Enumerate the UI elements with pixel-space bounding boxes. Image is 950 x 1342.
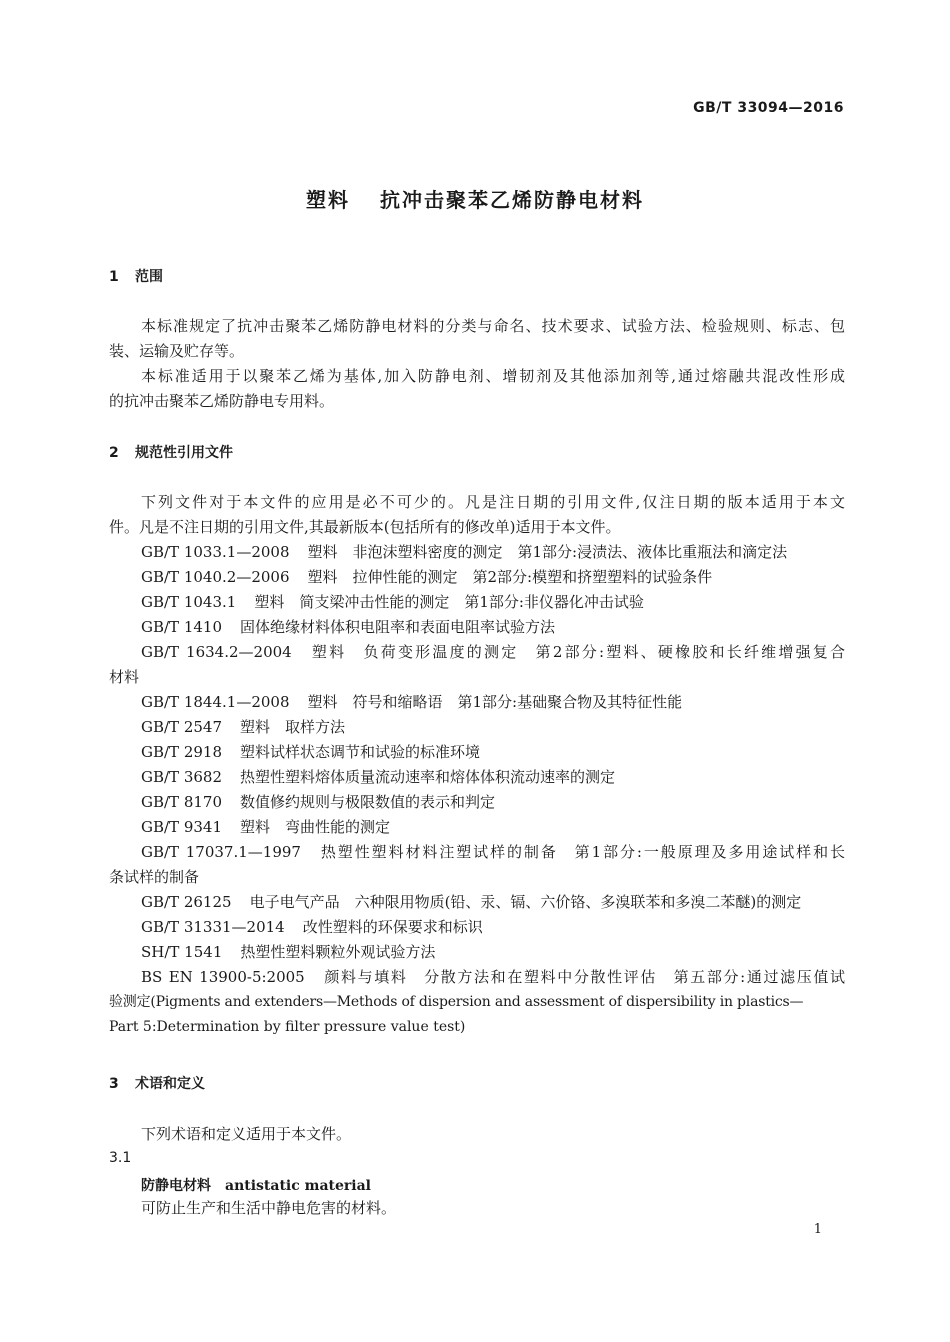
- reference-title: 热塑性塑料熔体质量流动速率和熔体体积流动速率的测定: [240, 768, 616, 786]
- reference-item: [141, 540, 845, 565]
- term-definition: 可防止生产和生活中静电危害的材料。: [141, 1199, 397, 1217]
- reference-item: [141, 790, 845, 815]
- reference-item: [141, 740, 845, 765]
- reference-continuation: Part 5:Determination by filter pressure value test): [109, 1019, 466, 1035]
- s1-paragraph-1-line-2: 装、运输及贮存等。: [109, 342, 245, 360]
- reference-code: GB/T 1634.2—2004: [141, 643, 292, 661]
- reference-item: [141, 765, 845, 790]
- reference-item: [141, 640, 845, 665]
- reference-title: 固体绝缘材料体积电阻率和表面电阻率试验方法: [240, 618, 556, 636]
- reference-code: GB/T 1410: [141, 618, 223, 636]
- reference-title: 塑料 取样方法: [240, 718, 346, 736]
- reference-continuation: 验测定(Pigments and extenders—Methods of dispersion and assessment of dispersibility in plastics—: [109, 994, 804, 1010]
- reference-title: 改性塑料的环保要求和标识: [302, 918, 483, 936]
- standard-code: GB/T 33094—2016: [693, 100, 844, 116]
- title-part-2: 抗冲击聚苯乙烯防静电材料: [380, 188, 644, 212]
- reference-code: SH/T 1541: [141, 943, 223, 961]
- term-number: 3.1: [109, 1150, 132, 1166]
- reference-code: GB/T 9341: [141, 818, 223, 836]
- reference-code: GB/T 31331—2014: [141, 918, 285, 936]
- s2-intro-line-2: 件。凡是不注日期的引用文件,其最新版本(包括所有的修改单)适用于本文件。: [109, 518, 621, 536]
- s1-paragraph-2-line-1: 本标准适用于以聚苯乙烯为基体,加入防静电剂、增韧剂及其他添加剂等,通过熔融共混改性形成: [141, 367, 845, 385]
- document-title: [0, 184, 950, 213]
- reference-code: GB/T 2918: [141, 743, 223, 761]
- reference-item: [141, 840, 845, 865]
- reference-title: 塑料 弯曲性能的测定: [240, 818, 391, 836]
- reference-title: 塑料 拉伸性能的测定 第2部分:模塑和挤塑塑料的试验条件: [307, 568, 713, 586]
- reference-item: [141, 940, 845, 965]
- reference-item: [141, 965, 845, 990]
- reference-item: [141, 590, 845, 615]
- reference-item: [141, 690, 845, 715]
- title-part-1: 塑料: [306, 188, 350, 212]
- reference-code: GB/T 8170: [141, 793, 223, 811]
- section-3-heading: 3 术语和定义: [109, 1076, 205, 1092]
- reference-title: 塑料 符号和缩略语 第1部分:基础聚合物及其特征性能: [307, 693, 683, 711]
- reference-code: GB/T 26125: [141, 893, 232, 911]
- reference-continuation: 材料: [109, 668, 140, 686]
- reference-code: GB/T 1033.1—2008: [141, 543, 290, 561]
- term-english: antistatic material: [225, 1178, 371, 1194]
- reference-item: [141, 815, 845, 840]
- s3-intro: 下列术语和定义适用于本文件。: [141, 1125, 352, 1143]
- term-chinese: 防静电材料: [141, 1178, 211, 1194]
- reference-code: GB/T 1844.1—2008: [141, 693, 290, 711]
- reference-title: 塑料 负荷变形温度的测定 第2部分:塑料、硬橡胶和长纤维增强复合: [309, 643, 845, 661]
- s1-paragraph-1-line-1: 本标准规定了抗冲击聚苯乙烯防静电材料的分类与命名、技术要求、试验方法、检验规则、标志、包: [141, 317, 845, 335]
- reference-item: [141, 915, 845, 940]
- s2-intro-line-1: 下列文件对于本文件的应用是必不可少的。凡是注日期的引用文件,仅注日期的版本适用于本文: [141, 493, 845, 511]
- reference-item: [141, 890, 845, 915]
- reference-item: [141, 615, 845, 640]
- reference-item: [141, 715, 845, 740]
- reference-code: GB/T 17037.1—1997: [141, 843, 301, 861]
- reference-code: BS EN 13900-5:2005: [141, 968, 305, 986]
- reference-code: GB/T 1040.2—2006: [141, 568, 290, 586]
- reference-item: [141, 565, 845, 590]
- reference-code: GB/T 2547: [141, 718, 223, 736]
- reference-title: 热塑性塑料颗粒外观试验方法: [240, 943, 436, 961]
- reference-title: 颜料与填料 分散方法和在塑料中分散性评估 第五部分:通过滤压值试: [322, 968, 845, 986]
- section-1-heading: 1 范围: [109, 269, 163, 285]
- reference-code: GB/T 1043.1: [141, 593, 237, 611]
- reference-title: 数值修约规则与极限数值的表示和判定: [240, 793, 496, 811]
- reference-title: 电子电气产品 六种限用物质(铅、汞、镉、六价铬、多溴联苯和多溴二苯醚)的测定: [249, 893, 802, 911]
- reference-title: 塑料 简支梁冲击性能的测定 第1部分:非仪器化冲击试验: [254, 593, 644, 611]
- reference-title: 热塑性塑料材料注塑试样的制备 第1部分:一般原理及多用途试样和长: [318, 843, 845, 861]
- page-number: 1: [813, 1222, 822, 1237]
- section-2-heading: 2 规范性引用文件: [109, 445, 233, 461]
- reference-title: 塑料 非泡沫塑料密度的测定 第1部分:浸渍法、液体比重瓶法和滴定法: [307, 543, 788, 561]
- reference-continuation: 条试样的制备: [109, 868, 200, 886]
- term-name: [141, 1175, 371, 1195]
- reference-title: 塑料试样状态调节和试验的标准环境: [240, 743, 481, 761]
- reference-code: GB/T 3682: [141, 768, 223, 786]
- s1-paragraph-2-line-2: 的抗冲击聚苯乙烯防静电专用料。: [109, 392, 335, 410]
